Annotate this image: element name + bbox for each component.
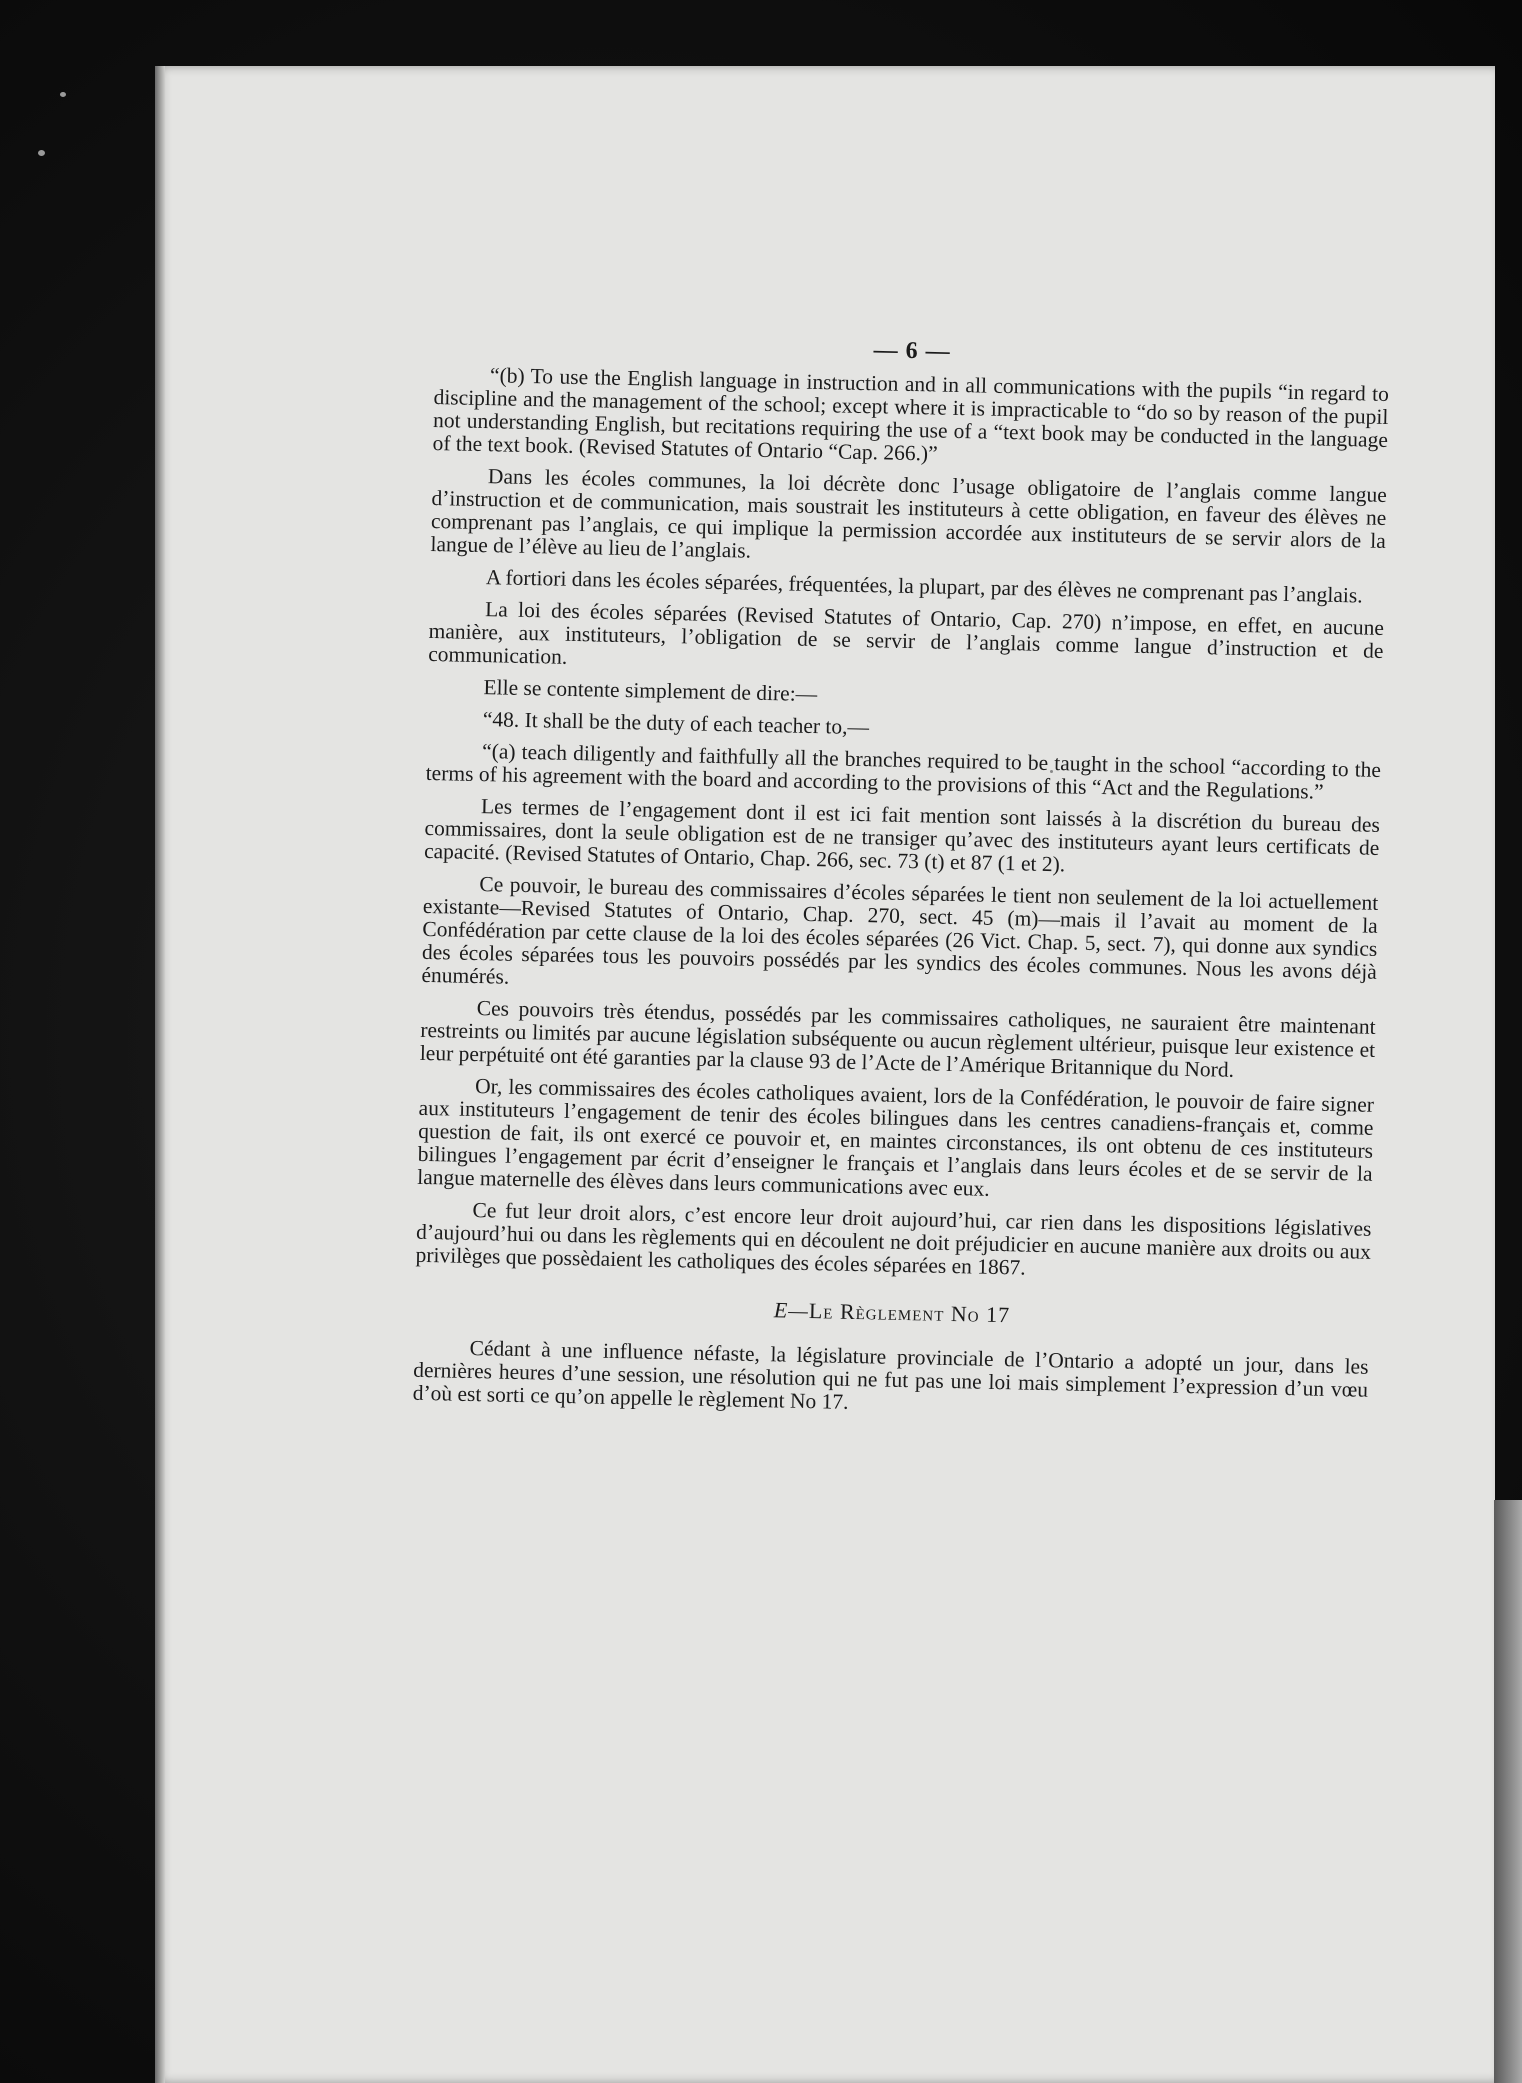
- quoted-statute-a: “(a) teach diligently and faithfully all the branches required to be taught in the school “according to the terms of his agreement with the board and according to the provisions of this “Act and the Regulations.”: [425, 739, 1382, 804]
- paragraph-a-fortiori: A fortiori dans les écoles séparées, fréquentées, la plupart, par des élèves ne comprenant pas l’anglais.: [485, 565, 1363, 608]
- quoted-statute-b: “(b) To use the English language in instruction and in all communications with the pupils “in regard to discipline and the management of the school; except where it is impracticable to “do so by reason of the pupil not understanding English, but recitations requiring the use of a “text book may be conducted in the language of the text book. (Revised Statutes of Ontario “Cap. 266.)”: [432, 363, 1390, 466]
- page-content: [412, 330, 1389, 1434]
- scan-speck: [60, 92, 66, 97]
- page-left-edge: [155, 66, 165, 2083]
- paragraph-cedant: Cédant à une influence néfaste, la législature provinciale de l’Ontario a adopté un jour, dans les dernières heures d’une session, une résolution qui ne fut pas une loi mais simplement l’expression d’un vœu d’où est sorti ce qu’on appelle le règlement No 17.: [412, 1335, 1369, 1414]
- paragraph-pouvoirs-etendus: Ces pouvoirs très étendus, possédés par les commissaires catholiques, ne sauraient être maintenant restreints ou limités par aucune législation subséquente ou aucun règlement ultérieur, puisque leur existence et leur perpétuité ont été garanties par la clause 93 de l’Acte de l’Amérique Britannique du Nord.: [419, 996, 1376, 1082]
- paragraph-termes-engagement: Les termes de l’engagement dont il est ici fait mention sont laissés à la discrétion du bureau des commissaires, dont la seule obligation est de ne transiger qu’avec des instituteurs ayant leurs certificats de capacité. (Revised Statutes of Ontario, Chap. 266, sec. 73 (t) et 87 (1 et 2).: [423, 794, 1381, 877]
- paragraph-elle-se-contente: Elle se contente simplement de dire:—: [483, 675, 818, 707]
- page-right-edge: [1494, 1500, 1522, 2083]
- section-heading: [414, 1291, 1369, 1334]
- paragraph-commissaires-catholiques: Or, les commissaires des écoles catholiques avaient, lors de la Confédération, le pouvoir de faire signer aux instituteurs l’engagement de tenir des écoles bilingues dans les centres canadiens-français et, comme question de fait, ils ont exercé ce pouvoir et, en maintes circonstances, ils ont obtenu de ces instituteurs bilingues l’engagement par écrit d’enseigner le français et l’anglais dans leurs écoles et de se servir de la langue maternelle des élèves dans leurs communications avec eux.: [417, 1074, 1375, 1201]
- section-heading-text: Le Règlement No 17: [808, 1298, 1011, 1328]
- paragraph-ce-pouvoir: Ce pouvoir, le bureau des commissaires d’écoles séparées le tient non seulement de la loi actuellement existante—Revised Statutes of Ontario, Chap. 270, sect. 45 (m)—mais il l’avait au moment de la Confédération par cette clause de la loi des écoles séparées (26 Vict. Chap. 5, sect. 7), qui donne aux syndics des écoles séparées tous les pouvoirs possédés par les syndics des écoles communes. Nous les avons déjà énumérés.: [421, 872, 1379, 989]
- quoted-section-48: “48. It shall be the duty of each teacher to,—: [482, 707, 870, 740]
- section-heading-letter: E—: [773, 1297, 810, 1324]
- scan-speck: [38, 150, 45, 156]
- paragraph-ecoles-communes: Dans les écoles communes, la loi décrète donc l’usage obligatoire de l’anglais comme langue d’instruction et de communication, mais soustrait les instituteurs à cette obligation, en faveur des élèves ne comprenant pas l’anglais, ce qui implique la permission accordée aux instituteurs de se servir alors de la langue de l’élève au lieu de l’anglais.: [430, 464, 1388, 563]
- paragraph-droit-alors: Ce fut leur droit alors, c’est encore leur droit aujourd’hui, car rien dans les dispositions législatives d’aujourd’hui ou dans les règlements qui en découlent ne doit préjudicier en aucune manière aux droits ou aux privilèges que possèdaient les catholiques des écoles séparées en 1867.: [415, 1197, 1372, 1280]
- paragraph-loi-ecoles-separees: La loi des écoles séparées (Revised Statutes of Ontario, Cap. 270) n’impose, en effet, en aucune manière, aux instituteurs, l’obligation de se servir de l’anglais comme langue d’instruction et de communication.: [427, 597, 1385, 669]
- page-number: — 6 —: [873, 337, 951, 365]
